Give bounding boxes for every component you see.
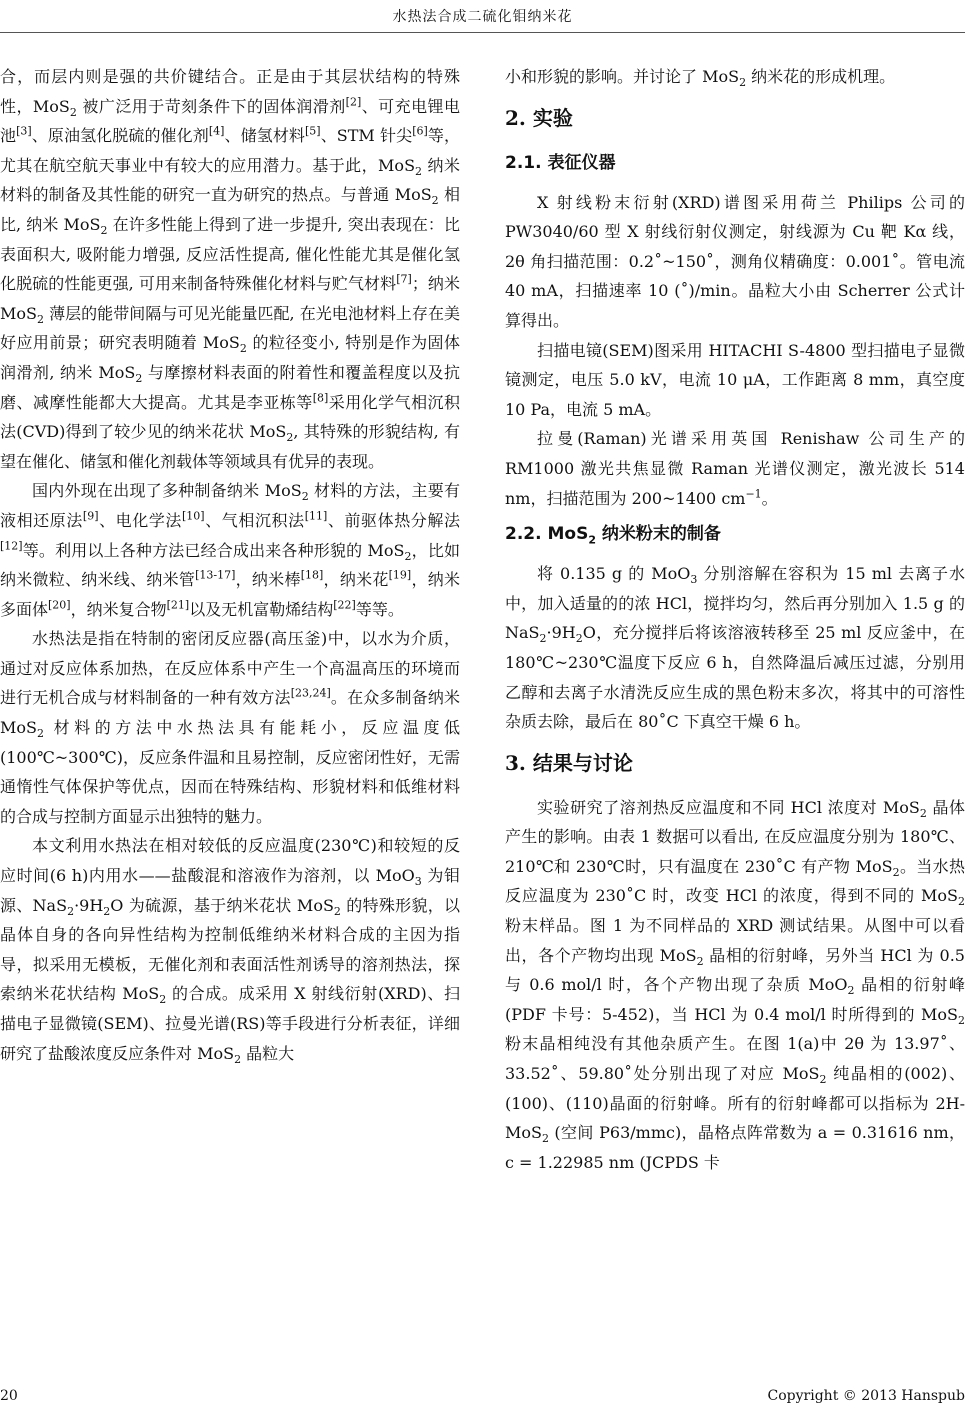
text-run: 等，尤其在航空航天事业中有较大的应用潜力。基于此，MoS	[0, 126, 460, 175]
text-run: 为钼源、NaS	[0, 866, 460, 915]
chemical-subscript: 2	[103, 904, 111, 918]
citation-marker: [20]	[48, 598, 71, 612]
header-rule	[0, 32, 965, 33]
text-run: X 射线粉末衍射(XRD)谱图采用荷兰 Philips 公司的 PW3040/60 型 X 射线衍射仪测定，射线源为 Cu 靶 Kα 线，2θ 角扫描范围：0.2˚~150˚，测角仪精确度：0.001˚。管电流 40 mA，扫描速率 10 (˚)/min。晶粒大小由 Scherrer 公式计算得出。	[505, 192, 965, 330]
text-run: 纳米花的形成机理。	[746, 67, 896, 86]
text-run: 、原油氢化脱硫的催化剂	[31, 126, 209, 146]
text-run: ·9H	[546, 623, 576, 643]
chemical-subscript: 2	[696, 954, 704, 968]
chemical-subscript: 2	[739, 76, 747, 90]
text-run: 在许多性能上得到了进一步提升, 突出表现在：比表面积大, 吸附能力增强, 反应活性提高, 催化性能尤其是催化氢化脱硫的性能更强, 可用来制备特殊催化材料与贮气材料	[0, 214, 460, 294]
text-run: 晶相的衍射峰，另外当 HCl 为 0.5 与 0.6 mol/l 时，各个产物出现了杂质 MoO	[505, 945, 965, 995]
text-run: 合，而层内则是强的共价键结合。正是由于其层状结构的特殊性，MoS	[0, 67, 460, 116]
subsection-heading-instruments: 2.1. 表征仪器	[505, 152, 616, 173]
chemical-subscript: 2	[958, 1014, 965, 1028]
paragraph-intro-end	[505, 62, 965, 92]
paragraph-sem	[505, 336, 965, 425]
chemical-subscript: 2	[135, 372, 143, 386]
citation-marker: [4]	[208, 124, 225, 138]
citation-marker: [22]	[333, 598, 356, 612]
text-run: 实验研究了溶剂热反应温度和不同 HCl 浓度对 MoS	[537, 797, 920, 817]
text-run: 水热法是指在特制的密闭反应器(高压釜)中，以水为介质，通过对反应体系加热，在反应体系中产生一个高温高压的环境而进行无机合成与材料制备的一种有效方法	[0, 629, 460, 708]
citation-marker: [12]	[0, 539, 23, 553]
section-title: 结果与讨论	[532, 750, 633, 775]
text-run: 材料的方法，主要有液相还原法	[0, 481, 460, 530]
chemical-subscript: 2	[892, 866, 900, 880]
text-run: 晶相的衍射峰(PDF 卡号：5-452)，当 HCl 为 0.4 mol/l 时所得到的 MoS	[505, 975, 965, 1024]
chemical-subscript: 2	[958, 895, 965, 909]
text-run: 国内外现在出现了多种制备纳米 MoS	[32, 481, 302, 501]
paragraph-preparation	[505, 559, 965, 737]
section-heading-experiment	[505, 102, 965, 134]
right-column	[505, 62, 965, 1177]
citation-marker: [6]	[412, 124, 428, 138]
copyright-notice: Copyright © 2013 Hanspub	[767, 1388, 965, 1404]
text-run: 等等。	[355, 599, 404, 619]
chemical-subscript: 2	[69, 105, 77, 119]
citation-marker: [21]	[166, 598, 190, 612]
unit-exponent: −1	[745, 487, 762, 501]
text-run: 分别溶解在容积为 15 ml 去离子水中，加入适量的的浓 HCl，搅拌均匀，然后再分别加入 1.5 g 的 NaS	[505, 564, 965, 643]
chemical-subscript: 3	[690, 573, 698, 587]
citation-marker: [9]	[82, 509, 99, 523]
section-heading-results	[505, 747, 965, 779]
text-run: ，纳米复合物	[70, 599, 167, 619]
chemical-subscript: 2	[541, 1132, 549, 1146]
left-column	[0, 62, 460, 1068]
text-run: 小和形貌的影响。并讨论了 MoS	[505, 67, 740, 86]
chemical-subscript: 2	[286, 431, 294, 445]
chemical-subscript: 2	[819, 1073, 827, 1087]
text-run: 纯晶相的(002)、(100)、(110)晶面的衍射峰。所有的衍射峰都可以指标为 2H-MoS	[505, 1064, 965, 1143]
paragraph-hydrothermal	[0, 624, 460, 831]
text-run: 、储氢材料	[224, 126, 306, 146]
citation-marker: [3]	[16, 124, 32, 138]
chemical-subscript: 2	[67, 904, 75, 918]
text-run: 晶体产生的影响。由表 1 数据可以看出, 在反应温度分别为 180℃、210℃和 230℃时，只有温度在 230˚C 有产物 MoS	[505, 797, 965, 876]
text-run: ，纳米多面体	[0, 570, 460, 619]
chemical-subscript: 3	[414, 875, 422, 889]
section-number: 3.	[505, 750, 526, 775]
text-run: ·9H	[74, 895, 104, 915]
section-number: 2.	[505, 105, 526, 130]
citation-marker: [7]	[396, 272, 412, 286]
text-run: O 为硫源，基于纳米花状 MoS	[110, 895, 334, 915]
chemical-subscript: 2	[234, 1052, 242, 1066]
chemical-subscript: 2	[431, 194, 439, 208]
text-run: 2.2. MoS	[505, 524, 589, 545]
text-run: 扫描电镜(SEM)图采用 HITACHI S-4800 型扫描电子显微镜测定，电压 5.0 kV，电流 10 μA，工作距离 8 mm，真空度 10 Pa，电流 5 mA。	[505, 340, 965, 419]
text-run: 粉末晶相纯没有其他杂质产生。在图 1(a)中 2θ 为 13.97˚、33.52˚、59.80˚处分别出现了对应 MoS	[505, 1034, 965, 1084]
text-run: 薄层的能带间隔与可见光能量匹配, 在光电池材料上存在美好应用前景；研究表明随着 MoS	[0, 303, 460, 353]
text-run: 被广泛用于苛刻条件下的固体润滑剂	[76, 96, 346, 116]
citation-marker: [5]	[305, 124, 321, 138]
text-run: 、气相沉积法	[204, 510, 305, 530]
paragraph-raman	[505, 424, 965, 513]
text-run: 相比, 纳米 MoS	[0, 185, 460, 234]
citation-marker: [11]	[304, 509, 328, 523]
text-run: 。	[761, 488, 778, 508]
text-run: 纳米材料的制备及其性能的研究一直为研究的热点。与普通 MoS	[0, 155, 460, 205]
citation-marker: [19]	[388, 568, 412, 582]
text-run: 将 0.135 g 的 MoO	[537, 564, 691, 584]
text-run: ，纳米棒	[235, 570, 301, 590]
text-run: 的粒径变小, 特别是作为固体润滑剂, 纳米 MoS	[0, 333, 460, 382]
chemical-subscript: 2	[159, 993, 167, 1007]
paragraph-this-work	[0, 831, 460, 1068]
text-run: ，比如纳米微粒、纳米线、纳米管	[0, 540, 460, 590]
text-run: (空间 P63/mmc)，晶格点阵常数为 a = 0.31616 nm，c = 1.22985 nm (JCPDS 卡	[505, 1123, 965, 1172]
citation-marker: [23,24]	[290, 687, 331, 701]
chemical-subscript: 2	[847, 984, 855, 998]
text-run: 。当水热反应温度为 230˚C 时，改变 HCl 的浓度，得到不同的 MoS	[505, 856, 965, 906]
paragraph-intro-continued	[0, 62, 460, 476]
text-run: 粉末样品。图 1 为不同样品的 XRD 测试结果。从图中可以看出，各个产物均出现 MoS	[505, 916, 965, 965]
chemical-subscript: 2	[575, 632, 583, 646]
chemical-subscript: 2	[36, 727, 44, 741]
text-run: O，充分搅拌后将该溶液转移至 25 ml 反应釜中，在 180℃~230℃温度下反应 6 h，自然降温后减压过滤，分别用乙醇和去离子水清洗反应生成的黑色粉末多次，将其中的可溶性杂质去除，最后在 80˚C 下真空干燥 6 h。	[505, 623, 965, 732]
chemical-subscript: 2	[36, 312, 44, 326]
text-run: 等。利用以上各种方法已经合成出来各种形貌的 MoS	[22, 540, 405, 560]
citation-marker: [13-17]	[195, 568, 236, 582]
text-run: 拉曼(Raman)光谱采用英国 Renishaw 公司生产的 RM1000 激光共焦显微 Raman 光谱仪测定，激光波长 514 nm，扫描范围为 200~1400 cm	[505, 429, 965, 508]
citation-marker: [10]	[182, 509, 205, 523]
citation-marker: [2]	[345, 95, 362, 109]
paragraph-xrd	[505, 188, 965, 336]
section-title: 实验	[532, 105, 573, 130]
text-run: 本文利用水热法在相对较低的反应温度(230℃)和较短的反应时间(6 h)内用水——盐酸混和溶液作为溶剂，以 MoO	[0, 836, 460, 886]
paragraph-methods-overview	[0, 476, 460, 624]
text-run: , 其特殊的形貌结构, 有望在催化、储氢和催化剂载体等领域具有优异的表现。	[0, 422, 460, 471]
paragraph-results	[505, 793, 965, 1178]
chemical-subscript: 2	[404, 549, 412, 563]
text-run: 的特殊形貌，以晶体自身的各向异性结构为控制低维纳米材料合成的主因为指导，拟采用无模板，无催化剂和表面活性剂诱导的溶剂热法，探索纳米花状结构 MoS	[0, 895, 460, 1004]
chemical-subscript: 2	[301, 490, 309, 504]
chemical-subscript: 2	[539, 632, 547, 646]
text-run: 。在众多制备纳米 MoS	[0, 688, 460, 738]
text-run: 以及无机富勒烯结构	[189, 599, 334, 619]
text-run: ；纳米 MoS	[0, 274, 460, 323]
chemical-subscript: 2	[333, 904, 341, 918]
citation-marker: [8]	[312, 391, 329, 405]
text-run: 、前驱体热分解法	[327, 510, 460, 530]
text-run: 晶粒大	[241, 1043, 295, 1063]
chemical-subscript: 2	[100, 224, 108, 238]
text-run: 采用化学气相沉积法(CVD)得到了较少见的纳米花状 MoS	[0, 392, 460, 442]
chemical-subscript: 2	[415, 164, 423, 178]
chemical-subscript: 2	[919, 806, 927, 820]
text-run: 材料的方法中水热法具有能耗小，反应温度低(100℃~300℃)，反应条件温和且易控制，反应密闭性好，无需通惰性气体保护等优点，因而在特殊结构、形貌材料和低维材料的合成与控制方面显示出独特的魅力。	[0, 718, 460, 826]
page-number: 20	[0, 1388, 18, 1404]
text-run: 纳米粉末的制备	[596, 524, 721, 545]
chemical-subscript: 2	[588, 533, 596, 547]
text-run: ，纳米花	[323, 570, 389, 590]
text-run: 、电化学法	[98, 510, 183, 530]
subsection-heading-preparation	[505, 519, 965, 549]
text-run: 、STM 针尖	[320, 126, 413, 146]
text-run: 、可充电锂电池	[0, 96, 460, 146]
chemical-subscript: 2	[239, 342, 247, 356]
text-run: 的合成。成采用 X 射线衍射(XRD)、扫描电子显微镜(SEM)、拉曼光谱(RS)等手段进行分析表征，详细研究了盐酸浓度反应条件对 MoS	[0, 984, 460, 1063]
citation-marker: [18]	[300, 568, 324, 582]
text-run: 与摩擦材料表面的附着性和覆盖程度以及抗磨、减摩性能都大大提高。尤其是李亚栋等	[0, 362, 460, 412]
running-header: 水热法合成二硫化钼纳米花	[392, 9, 573, 25]
